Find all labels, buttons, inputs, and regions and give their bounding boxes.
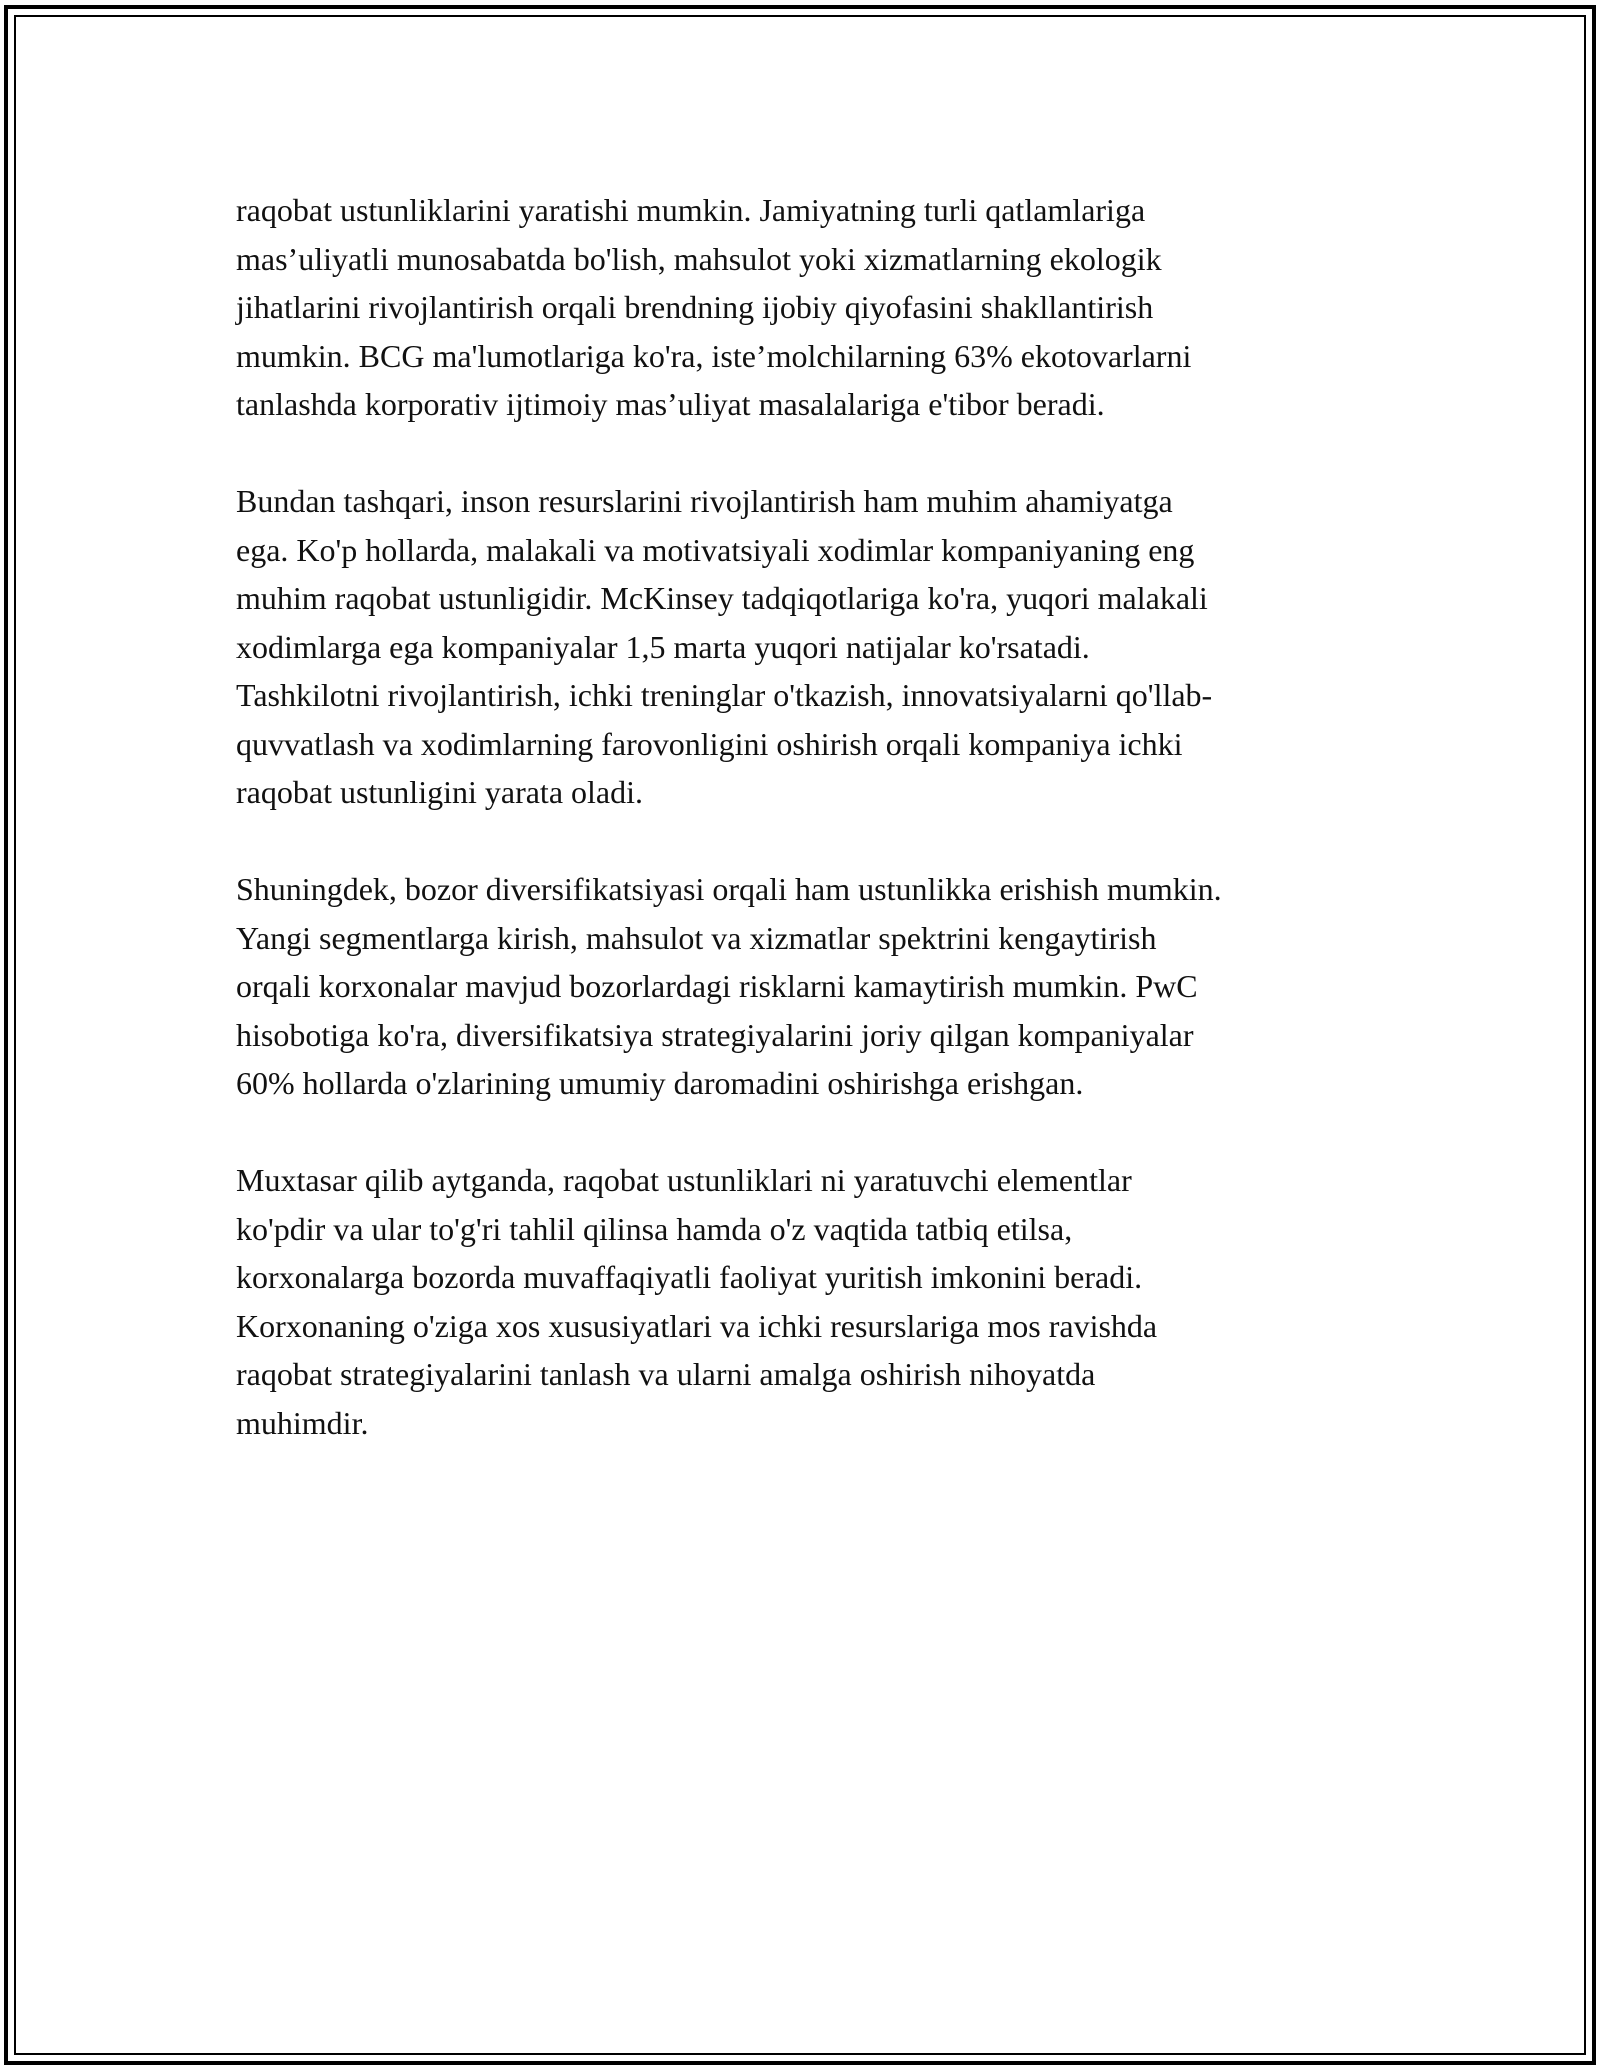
paragraph-1 bbox=[236, 186, 1386, 429]
text-line: Muxtasar qilib aytganda, raqobat ustunliklari ni yaratuvchi elementlar bbox=[236, 1162, 1132, 1198]
text-line: raqobat ustunliklarini yaratishi mumkin. Jamiyatning turli qatlamlariga bbox=[236, 192, 1146, 228]
text-line: muhim raqobat ustunligidir. McKinsey tadqiqotlariga ko'ra, yuqori malakali bbox=[236, 580, 1208, 616]
text-line: raqobat strategiyalarini tanlash va ularni amalga oshirish nihoyatda bbox=[236, 1356, 1096, 1392]
text-line: orqali korxonalar mavjud bozorlardagi risklarni kamaytirish mumkin. PwC bbox=[236, 968, 1198, 1004]
document-body bbox=[236, 186, 1386, 1496]
text-line: Yangi segmentlarga kirish, mahsulot va xizmatlar spektrini kengaytirish bbox=[236, 919, 1157, 956]
text-line: raqobat ustunligini yarata oladi. bbox=[236, 774, 643, 810]
text-line: korxonalarga bozorda muvaffaqiyatli faoliyat yuritish imkonini beradi. bbox=[236, 1259, 1143, 1295]
text-line: 60% hollarda o'zlarining umumiy daromadini oshirishga erishgan. bbox=[236, 1065, 1084, 1101]
text-line: tanlashda korporativ ijtimoiy mas’uliyat masalalariga e'tibor beradi. bbox=[236, 386, 1105, 422]
paragraph-4 bbox=[236, 1156, 1386, 1447]
text-line: Tashkilotni rivojlantirish, ichki treninglar o'tkazish, innovatsiyalarni qo'llab- bbox=[236, 677, 1213, 713]
text-line: Shuningdek, bozor diversifikatsiyasi orqali ham ustunlikka erishish mumkin. bbox=[236, 871, 1222, 907]
text-line: ega. Ko'p hollarda, malakali va motivatsiyali xodimlar kompaniyaning eng bbox=[236, 531, 1195, 568]
text-line: muhimdir. bbox=[236, 1404, 369, 1441]
paragraph-3 bbox=[236, 865, 1386, 1108]
text-line: mumkin. BCG ma'lumotlariga ko'ra, iste’molchilarning 63% ekotovarlarni bbox=[236, 337, 1192, 374]
paragraph-2 bbox=[236, 477, 1386, 817]
text-line: Korxonaning o'ziga xos xususiyatlari va ichki resurslariga mos ravishda bbox=[236, 1307, 1158, 1344]
text-line: quvvatlash va xodimlarning farovonligini oshirish orqali kompaniya ichki bbox=[236, 725, 1183, 762]
text-line: xodimlarga ega kompaniyalar 1,5 marta yuqori natijalar ko'rsatadi. bbox=[236, 628, 1090, 665]
text-line: mas’uliyatli munosabatda bo'lish, mahsulot yoki xizmatlarning ekologik bbox=[236, 240, 1162, 277]
text-line: hisobotiga ko'ra, diversifikatsiya strategiyalarini joriy qilgan kompaniyalar bbox=[236, 1016, 1194, 1053]
text-line: Bundan tashqari, inson resurslarini rivojlantirish ham muhim ahamiyatga bbox=[236, 483, 1173, 519]
text-line: jihatlarini rivojlantirish orqali brendning ijobiy qiyofasini shakllantirish bbox=[236, 289, 1154, 325]
text-line: ko'pdir va ular to'g'ri tahlil qilinsa hamda o'z vaqtida tatbiq etilsa, bbox=[236, 1210, 1073, 1247]
